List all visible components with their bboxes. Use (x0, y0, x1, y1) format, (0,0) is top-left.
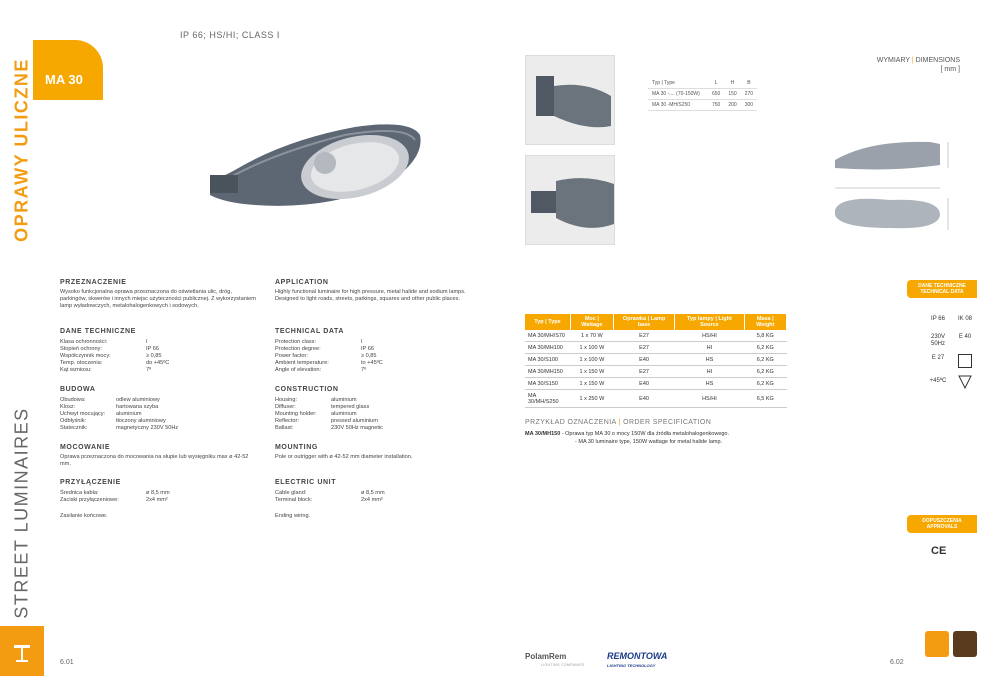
list-item: Odbłyśnik: tłoczony aluminiowy (60, 418, 166, 424)
specifications-table (525, 314, 787, 408)
class-ii-icon (958, 354, 972, 373)
voltage-icon: 230V 50Hz (930, 334, 945, 347)
en-tech-title: TECHNICAL DATA (275, 328, 345, 335)
list-item: Obudowa: odlew aluminiowy (60, 397, 160, 403)
list-item: Średnica kabla: ø 8,5 mm (60, 490, 170, 496)
en-tech-list (275, 339, 383, 374)
header-subtitle: IP 66; HS/HI; CLASS I (180, 30, 280, 40)
en-purpose-text: Highly functional luminaire for high pressure, metal halide and sodium lamps. Designed to light roads, streets, parkings, squares and other public places. (275, 289, 466, 302)
table-row (525, 314, 787, 330)
polamrem-logo: PolamRem (525, 652, 567, 661)
list-item: Cable gland: ø 8,5 mm (275, 490, 385, 496)
pl-conn-title: PRZYŁĄCZENIE (60, 479, 121, 486)
table-header: Moc | Wattage (570, 314, 613, 330)
pl-mount-title: MOCOWANIE (60, 444, 111, 451)
list-item: Klasa ochronności: I (60, 339, 148, 345)
pl-purpose-title: PRZEZNACZENIE (60, 279, 127, 286)
table-row: MA 30/MH100 1 x 100 W E27 HI 6,2 KG (525, 342, 787, 354)
pl-mount-text: Oprawa przeznaczona do mocowania na słupie lub wysięgniku max ø 42-52 mm. (60, 454, 249, 467)
pl-purpose-text: Wysoko funkcjonalna oprawa przeznaczona do oświetlania ulic, dróg, parkingów, skwerów i innych miejsc użyteczności publicznej. Z wykorzystaniem lamp wyładowczych, metalohalogenkowych i sodowych. (60, 289, 256, 309)
dimensions-label: WYMIARY | DIMENSIONS [ mm ] (876, 57, 960, 73)
polamrem-logo-sub: LIGHTING COMPANIES (541, 663, 585, 667)
pl-build-title: BUDOWA (60, 386, 96, 393)
table-row: MA 30/S150 1 x 150 W E40 HS 6,2 KG (525, 378, 787, 390)
table-row (648, 89, 757, 100)
pl-tech-title: DANE TECHNICZNE (60, 328, 136, 335)
list-item: Housing: aluminium (275, 397, 357, 403)
ce-mark-icon: CE (931, 545, 947, 557)
e40-icon: E 40 (958, 334, 972, 340)
list-item: Ambient temperature: to +45ºC (275, 360, 383, 366)
table-cell: 650 (708, 89, 724, 100)
dimensions-table (648, 78, 757, 111)
en-conn-note: Ending wiring. (275, 513, 311, 519)
pl-conn-list (60, 490, 170, 504)
table-row (648, 78, 757, 89)
list-item: Reflector: pressed aluminium (275, 418, 378, 424)
remontowa-logo: REMONTOWA (607, 651, 668, 661)
remontowa-logo-sub: LIGHTING TECHNOLOGY (607, 663, 656, 668)
pl-conn-note: Zasilanie końcowe. (60, 513, 108, 519)
luminaire-photo (205, 105, 435, 215)
category-en (0, 400, 44, 625)
badge-icon (925, 631, 949, 657)
list-item: Ballast: 230V 50Hz magnetic (275, 425, 383, 431)
en-purpose-title: APPLICATION (275, 279, 329, 286)
table-header: Typ lampy | Light Source (675, 314, 744, 330)
page-number-left: 6.01 (60, 659, 74, 666)
list-item: Współczynnik mocy: ≥ 0,85 (60, 353, 162, 359)
table-header: Oprawka | Lamp base (613, 314, 675, 330)
page-number-right: 6.02 (890, 659, 904, 666)
order-spec-line-pl: MA 30/MH150 - Oprawa typ MA 30 o mocy 150W dla źródła metalohalogenkowego. (525, 431, 730, 437)
model-tab (33, 40, 103, 100)
ip66-icon: IP 66 (931, 316, 945, 322)
list-item: Protection class: I (275, 339, 363, 345)
table-header: H (724, 78, 740, 89)
table-cell: 200 (724, 100, 740, 111)
temperature-icon: +45ºC (929, 378, 947, 384)
badge-icon (953, 631, 977, 657)
table-cell: 750 (708, 100, 724, 111)
detail-photo-bottom (525, 155, 615, 245)
pl-build-list (60, 397, 178, 432)
table-cell: MA 30 -.... (70-150W) (648, 89, 708, 100)
order-spec-line-en: - MA 30 luminaire type, 150W wattage for metal halide lamp. (575, 439, 723, 445)
en-conn-list (275, 490, 385, 504)
list-item: Angle of elevation: 7º (275, 367, 367, 373)
dimension-drawing (830, 130, 960, 240)
en-mount-title: MOUNTING (275, 444, 318, 451)
table-header: Typ | Type (525, 314, 570, 330)
table-row: MA 30/S100 1 x 100 W E40 HS 6,2 KG (525, 354, 787, 366)
list-item: Temp. otoczenia: do +45ºC (60, 360, 170, 366)
table-cell: 150 (724, 89, 740, 100)
table-row: MA 30/MH150 1 x 150 W E27 HI 6,2 KG (525, 366, 787, 378)
list-item: Klosz: hartowana szyba (60, 404, 159, 410)
en-mount-text: Pole or outrigger with ø 42-52 mm diameter installation. (275, 454, 413, 460)
detail-photo-top (525, 55, 615, 145)
dimensions-label-pl: WYMIARY (876, 57, 910, 64)
model-title: MA 30 (45, 72, 83, 87)
table-cell: 270 (741, 89, 757, 100)
table-header: B (741, 78, 757, 89)
list-item: Stopień ochrony: IP 66 (60, 346, 159, 352)
table-cell: MA 30 -MH/S250 (648, 100, 708, 111)
en-build-list (275, 397, 383, 432)
e27-icon: E 27 (931, 355, 945, 361)
dimensions-unit: [ mm ] (940, 66, 960, 73)
street-lamp-icon (0, 626, 44, 676)
table-header: Typ | Type (648, 78, 708, 89)
list-item: Terminal block: 2x4 mm² (275, 497, 383, 503)
list-item: Protection degree: IP 66 (275, 346, 374, 352)
list-item: Diffuser: tempered glass (275, 404, 370, 410)
list-item: Mounting holder: aluminium (275, 411, 357, 417)
pl-tech-list (60, 339, 169, 374)
en-build-title: CONSTRUCTION (275, 386, 339, 393)
ik08-icon: IK 08 (957, 316, 972, 322)
list-item: Statecznik: magnetyczny 230V 50Hz (60, 425, 179, 431)
approvals-tab: DOPUSZCZENIA APPROVALS (907, 515, 977, 533)
flammable-surface-icon (958, 375, 972, 394)
list-item: Power factor: ≥ 0,85 (275, 353, 377, 359)
table-cell: 300 (741, 100, 757, 111)
category-pl-label: OPRAWY ULICZNE (11, 58, 32, 242)
table-header: Masa | Weight (744, 314, 786, 330)
list-item: Kąt wzniosu: 7º (60, 367, 152, 373)
order-spec-title: PRZYKŁAD OZNACZENIA | ORDER SPECIFICATION (525, 419, 712, 426)
table-header: L (708, 78, 724, 89)
tech-data-tab: DANE TECHNICZNE TECHNICAL DATA (907, 280, 977, 298)
category-en-label: STREET LUMINAIRES (11, 406, 32, 619)
en-conn-title: ELECTRIC UNIT (275, 479, 337, 486)
dimensions-label-en: DIMENSIONS (915, 57, 960, 64)
list-item: Zaciski przyłączeniowe: 2x4 mm² (60, 497, 168, 503)
table-row (648, 100, 757, 111)
table-row: MA 30/MH/S70 1 x 70 W E27 HS/HI 5,8 KG (525, 330, 787, 342)
list-item: Uchwyt mocujący: aluminium (60, 411, 142, 417)
table-row: MA 30/MH/S250 1 x 250 W E40 HS/HI 6,5 KG (525, 390, 787, 408)
